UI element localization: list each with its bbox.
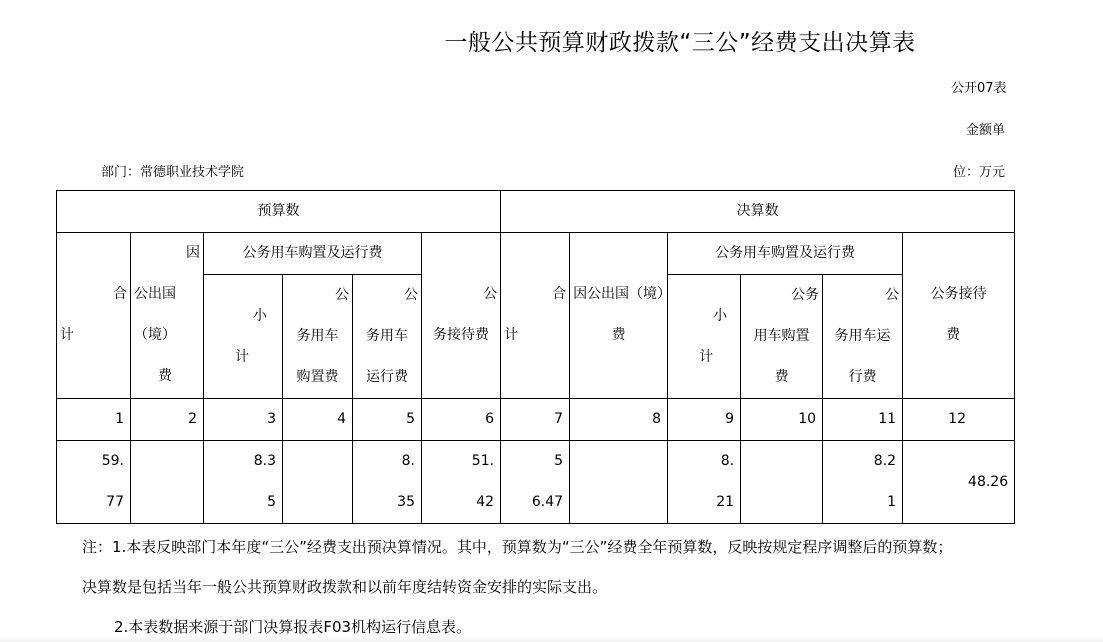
column-header-row-1 (57, 233, 1015, 275)
column-number-row (57, 399, 1015, 441)
budget-abroad-header-line4: 费 (158, 368, 172, 384)
budget-running-header-line2: 务用车 (366, 328, 408, 344)
note-line-1: 注：1.本表反映部门本年度“三公”经费支出预决算情况。其中，预算数为“三公”经费全年预算数，反映按规定程序调整后的预算数； (82, 538, 953, 556)
budget-reception-header-line2: 务接待费 (433, 327, 490, 343)
note-line-2: 决算数是包括当年一般公共预算财政拨款和以前年度结转资金安排的实际支出。 (82, 578, 608, 596)
budget-total-header-line1: 合 (113, 286, 127, 302)
column-number: 11 (823, 399, 903, 441)
budget-purchase-header-line3: 购置费 (296, 369, 339, 385)
final-purchase-value (741, 441, 823, 524)
column-number: 8 (570, 399, 668, 441)
column-number: 3 (204, 399, 283, 441)
budget-abroad-header-line1: 因 (186, 245, 200, 261)
budget-purchase-header-line2: 务用车 (296, 328, 339, 344)
value-part: 8. (401, 453, 415, 469)
final-running-value (823, 441, 903, 524)
budget-subtotal-header (204, 275, 283, 399)
budget-purchase-header-line1: 公 (335, 287, 349, 303)
budget-subtotal-header-line2: 计 (235, 348, 249, 365)
value-part: 8.3 (253, 453, 276, 469)
page-bottom-edge (0, 636, 1103, 642)
budget-purchase-value (283, 441, 353, 524)
final-vehicle-group-header: 公务用车购置及运行费 (668, 233, 903, 275)
final-purchase-header (741, 275, 823, 399)
column-number: 10 (741, 399, 823, 441)
final-reception-header (903, 233, 1015, 399)
value-part: 1 (887, 494, 897, 510)
final-abroad-header (570, 233, 668, 399)
budget-subtotal-value (204, 441, 283, 524)
budget-running-value (353, 441, 422, 524)
final-abroad-value (570, 441, 668, 524)
final-total-header-line1: 合 (552, 286, 567, 302)
budget-group-header: 预算数 (57, 191, 501, 233)
three-public-expense-table (56, 190, 1015, 524)
group-header-row (57, 191, 1015, 233)
column-number: 6 (422, 399, 501, 441)
final-abroad-header-text: 因公出国（境）费 (573, 286, 665, 343)
budget-total-header-line2: 计 (60, 327, 74, 343)
final-running-header-line2: 务用车运 (834, 328, 891, 344)
column-number: 12 (903, 399, 1015, 441)
form-number: 公开07表 (951, 81, 1007, 96)
final-total-header (501, 233, 570, 399)
final-group-header: 决算数 (501, 191, 1015, 233)
column-number: 9 (668, 399, 741, 441)
final-subtotal-header-line2: 计 (699, 348, 714, 365)
budget-reception-value (422, 441, 501, 524)
final-reception-value: 48.26 (903, 441, 1015, 524)
budget-total-value (57, 441, 131, 524)
budget-vehicle-group-header: 公务用车购置及运行费 (204, 233, 422, 275)
final-reception-header-line2: 费 (946, 327, 961, 343)
value-row (57, 441, 1015, 524)
final-total-value (501, 441, 570, 524)
budget-abroad-header-line2: 公出国 (134, 286, 176, 302)
budget-running-header-line3: 运行费 (366, 369, 408, 385)
budget-running-header-line1: 公 (404, 287, 418, 303)
value-part: 5 (554, 453, 564, 469)
final-total-header-line2: 计 (504, 327, 519, 343)
budget-purchase-header (283, 275, 353, 399)
unit-label-line2: 位：万元 (953, 165, 1006, 180)
final-subtotal-header (668, 275, 741, 399)
budget-running-header (353, 275, 422, 399)
value-part: 21 (716, 494, 735, 510)
value-part: 5 (267, 494, 276, 510)
column-number: 1 (57, 399, 131, 441)
final-subtotal-value (668, 441, 741, 524)
column-number: 5 (353, 399, 422, 441)
budget-reception-header (422, 233, 501, 399)
budget-abroad-header-line3: （境） (134, 327, 176, 343)
final-reception-header-line1: 公务接待 (930, 286, 987, 302)
budget-reception-header-line1: 公 (483, 286, 498, 302)
value-part: 59. (101, 453, 124, 469)
final-running-header-line1: 公 (885, 287, 900, 303)
value-part: 6.47 (531, 494, 564, 510)
column-number: 2 (131, 399, 204, 441)
final-purchase-header-line3: 费 (774, 369, 789, 385)
value-part: 42 (476, 494, 495, 510)
value-part: 8.2 (873, 453, 897, 469)
value-part: 8. (720, 453, 735, 469)
column-number: 4 (283, 399, 353, 441)
final-purchase-header-line1: 公务 (791, 287, 820, 303)
note-line-3: 2.本表数据来源于部门决算报表F03机构运行信息表。 (114, 618, 472, 636)
department-label: 部门：常德职业技术学院 (101, 165, 245, 180)
budget-abroad-value (131, 441, 204, 524)
value-part: 51. (471, 453, 495, 469)
column-number: 7 (501, 399, 570, 441)
final-purchase-header-line2: 用车购置 (753, 328, 810, 344)
value-part: 77 (106, 494, 124, 510)
budget-total-header (57, 233, 131, 399)
unit-label-line1: 金额单 (966, 123, 1006, 138)
final-running-header-line3: 行费 (848, 369, 877, 385)
budget-abroad-header (131, 233, 204, 399)
value-part: 35 (397, 494, 415, 510)
budget-subtotal-header-line1: 小 (253, 307, 267, 324)
report-title: 一般公共预算财政拨款“三公”经费支出决算表 (444, 30, 916, 56)
final-subtotal-header-line1: 小 (713, 307, 728, 324)
final-running-header (823, 275, 903, 399)
